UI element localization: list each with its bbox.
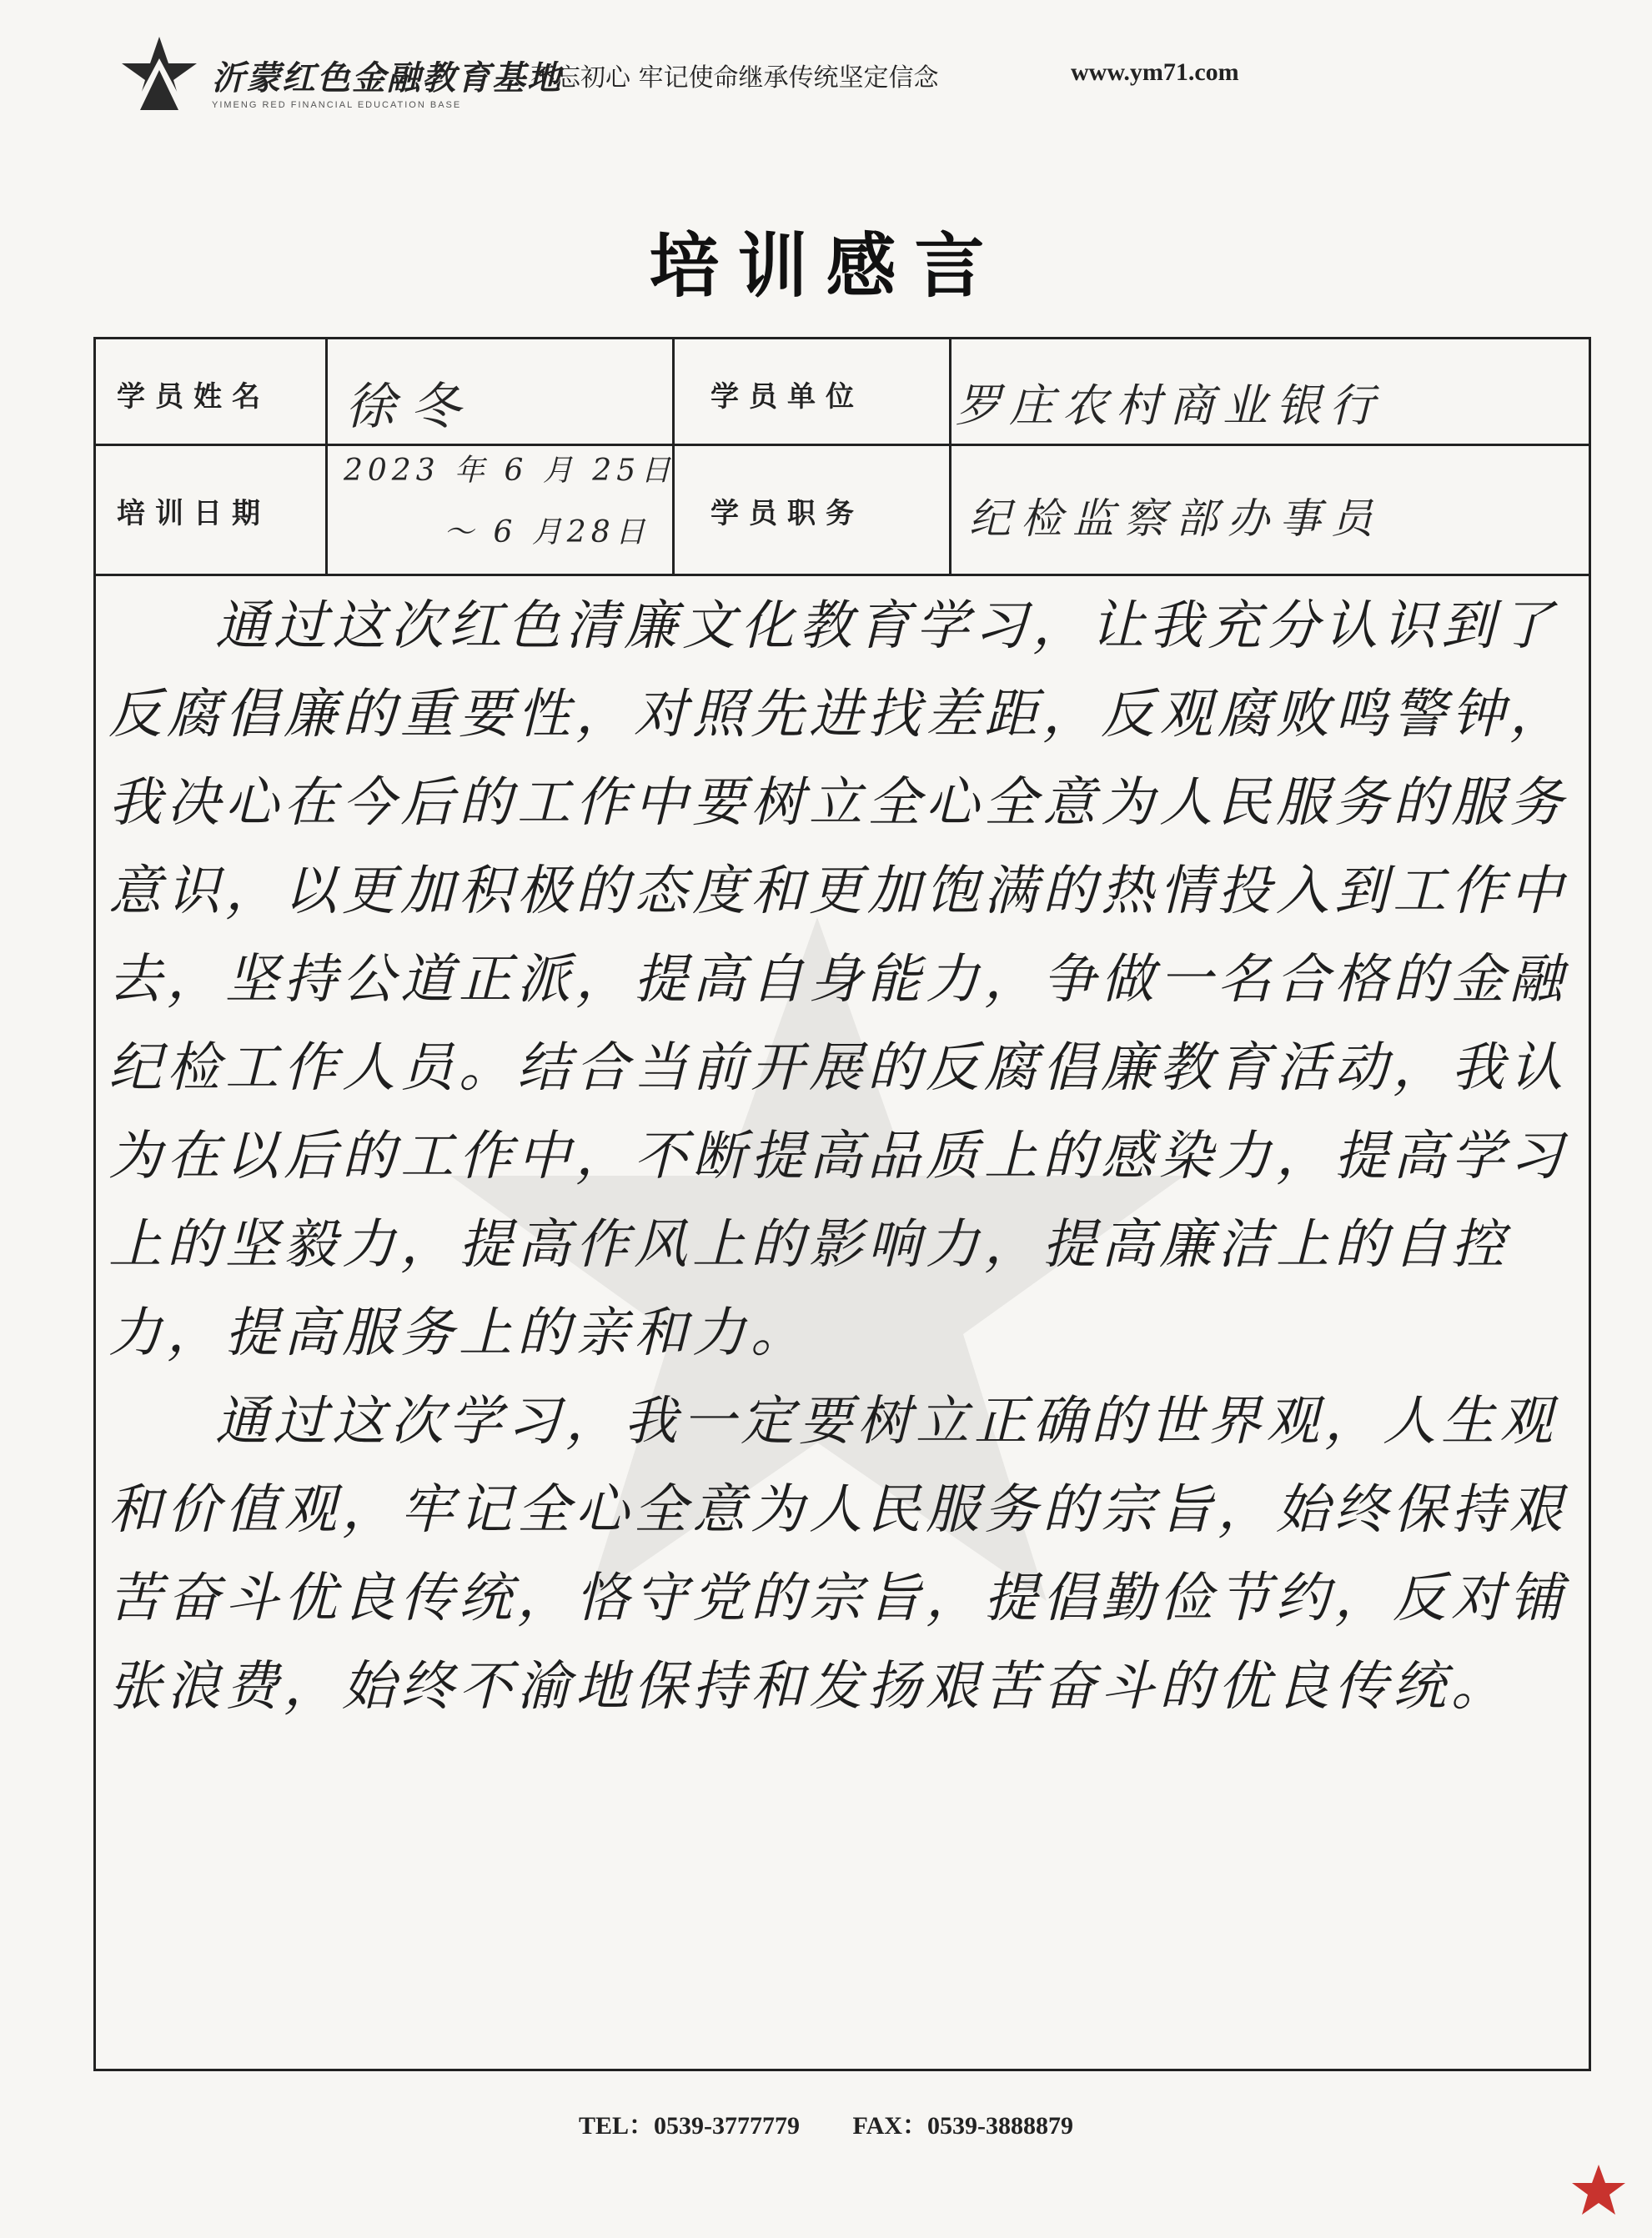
star-mountain-logo-icon — [113, 33, 205, 117]
reflection-text — [108, 582, 1576, 1731]
reflection-paragraph-1: 通过这次红色清廉文化教育学习，让我充分认识到了反腐倡廉的重要性，对照先进找差距，反观腐败鸣警钟，我决心在今后的工作中要树立全心全意为人民服务的服务意识，以更加积极的态度和更加饱满的热情投入到工作中去，坚持公道正派，提高自身能力，争做一名合格的金融纪检工作人员。结合当前开展的反腐倡廉教育活动，我认为在以后的工作中，不断提高品质上的感染力，提高学习上的坚毅力，提高作风上的影响力，提高廉洁上的自控力，提高服务上的亲和力。 — [108, 595, 1568, 1364]
website-url: www.ym71.com — [1071, 58, 1239, 86]
fax: FAX：0539-3888879 — [852, 2112, 1073, 2140]
date-end: ～ 6 月28日 — [444, 515, 650, 549]
table-divider — [93, 574, 1591, 576]
unit-value: 罗庄农村商业银行 — [956, 379, 1383, 432]
letterhead — [113, 33, 1581, 125]
reflection-paragraph-2: 通过这次学习，我一定要树立正确的世界观，人生观和价值观，牢记全心全意为人民服务的宗旨，始终保持艰苦奋斗优良传统，恪守党的宗旨，提倡勤俭节约，反对铺张浪费，始终不渝地保持和发扬艰苦奋斗的优良传统。 — [108, 1391, 1568, 1718]
contact-footer — [0, 2105, 1652, 2141]
telephone: TEL：0539-3777779 — [579, 2112, 801, 2140]
name-label: 学员姓名 — [117, 380, 270, 414]
name-value: 徐冬 — [345, 378, 475, 436]
date-label: 培训日期 — [117, 497, 270, 530]
page-title: 培训感言 — [649, 224, 1003, 307]
position-value: 纪检监察部办事员 — [969, 494, 1383, 543]
position-label: 学员职务 — [711, 497, 864, 530]
table-divider — [949, 337, 952, 574]
date-start: 2023 年 6 月 25日 — [344, 454, 676, 488]
red-star-icon — [1569, 2163, 1628, 2216]
table-divider — [325, 337, 328, 574]
org-name-english: YIMENG RED FINANCIAL EDUCATION BASE — [212, 100, 462, 110]
slogan: 不忘初心 牢记使命继承传统坚定信念 — [530, 63, 939, 93]
table-divider — [93, 444, 1591, 446]
unit-label: 学员单位 — [711, 380, 864, 414]
org-name: 沂蒙红色金融教育基地 — [212, 58, 562, 98]
